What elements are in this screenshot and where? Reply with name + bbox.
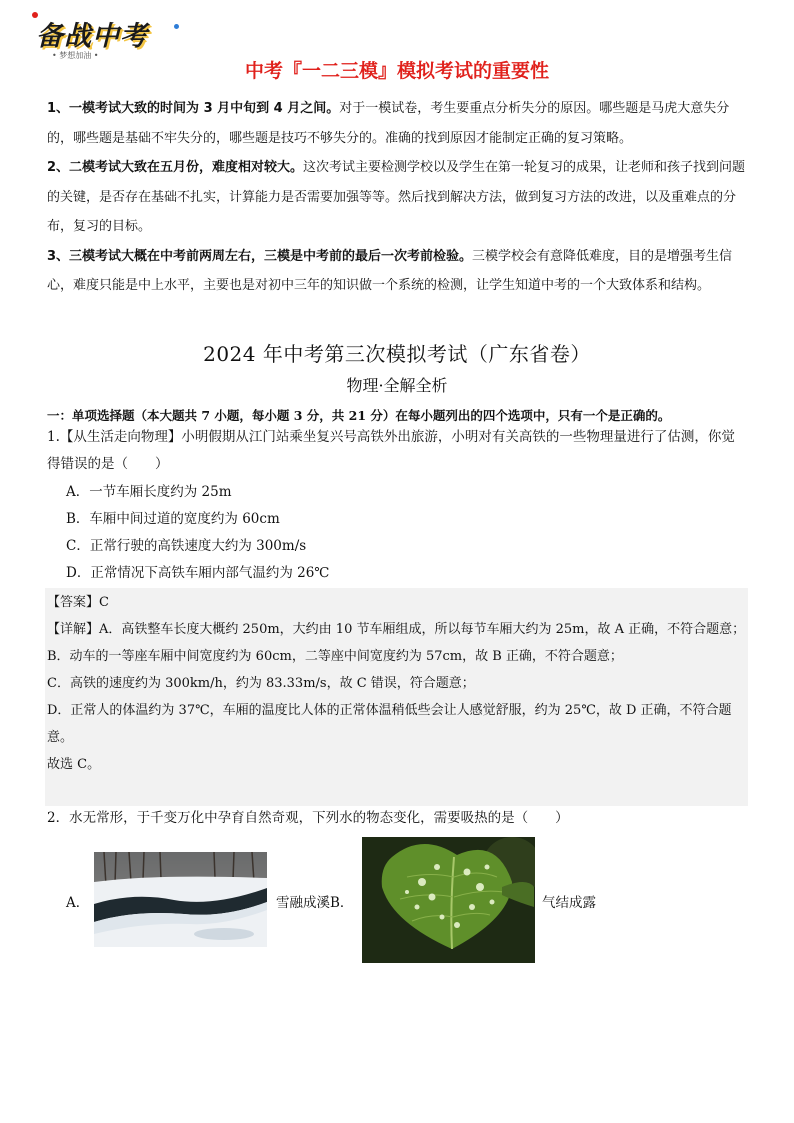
option-a-text: 雪融成溪	[276, 895, 330, 911]
explanation-line: 故选 C。	[47, 757, 101, 772]
intro-text-3: 三模学校会有意降低难度，目的是增强考生信心，难度只能是中上水平，主要也是对初中三年的知识做一个系统的检测，让学生知道中考的一个大致体系和结构。	[47, 248, 733, 293]
intro-bold-3: 3、三模考试大概在中考前两周左右，三模是中考前的最后一次考前检验。	[47, 248, 473, 264]
explanation-line: B．动车的一等座车厢中间宽度约为 60cm，二等座中间宽度约为 57cm，故 B 正确，不符合题意；	[47, 649, 623, 664]
option-a-letter: A．	[66, 895, 90, 911]
answer-section	[47, 589, 749, 778]
intro-bold-2: 2、二模考试大致在五月份，难度相对较大。	[47, 160, 304, 175]
question-1-stem: 1.【从生活走向物理】小明假期从江门站乘坐复兴号高铁外出旅游，小明对有关高铁的一些物理量进行了估测，你觉得错误的是（ ）	[47, 429, 735, 472]
option-d: D．正常情况下高铁车厢内部气温约为 26℃	[66, 565, 330, 581]
section-heading: 一：单项选择题（本大题共 7 小题，每小题 3 分，共 21 分）在每小题列出的四个选项中，只有一个是正确的。	[47, 408, 671, 423]
intro-paragraph-1	[47, 94, 747, 153]
option-a-caption	[276, 891, 353, 911]
option-b-caption: 气结成露	[542, 895, 596, 911]
exam-subtitle: 物理·全解全析	[346, 376, 448, 395]
logo-text: 备战中考	[36, 21, 148, 52]
question-1	[47, 424, 747, 478]
intro-section	[47, 94, 747, 301]
intro-paragraph-3	[47, 242, 747, 301]
explanation-line: 【详解】A．高铁整车长度大概约 250m，大约由 10 节车厢组成，所以每节车厢大约为 25m，故 A 正确，不符合题意；	[47, 622, 746, 637]
question-2-stem: 2．水无常形，于千变万化中孕育自然奇观，下列水的物态变化，需要吸热的是（ ）	[47, 810, 569, 826]
explanation-line: C．高铁的速度约为 300km/h，约为 83.33m/s，故 C 错误，符合题意；	[47, 676, 475, 691]
explanation-line: D．正常人的体温约为 37℃，车厢的温度比人体的正常体温稍低些会让人感觉舒服，约为 25℃，故 D 正确，不符合题意。	[47, 703, 732, 745]
dew-leaf-image	[362, 837, 535, 963]
option-b-letter: B．	[330, 895, 354, 911]
option-a: A．一节车厢长度约为 25m	[66, 484, 232, 500]
option-c: C．正常行驶的高铁速度大约为 300m/s	[66, 538, 307, 554]
intro-text-2: 这次考试主要检测学校以及学生在第一轮复习的成果，让老师和孩子找到问题的关键，是否存在基础不扎实，计算能力是否需要加强等等。然后找到解决方法，做到复习方法的改进，以及重难点的分布，复习的目标。	[47, 160, 746, 234]
option-b: B．车厢中间过道的宽度约为 60cm	[66, 511, 280, 527]
exam-title: 2024 年中考第三次模拟考试（广东省卷）	[203, 342, 591, 366]
snow-stream-image	[94, 852, 267, 947]
intro-text-1: 对于一模试卷，考生要重点分析失分的原因。哪些题是马虎大意失分的，哪些题是基础不牢失分的，哪些题是技巧不够失分的。准确的找到原因才能制定正确的复习策略。	[47, 101, 730, 146]
intro-paragraph-2	[47, 153, 747, 242]
logo-tagline: • 梦想加油 •	[52, 51, 99, 60]
intro-bold-1: 1、一模考试大致的时间为 3 月中旬到 4 月之间。	[47, 101, 340, 116]
banner-title: 中考『一二三模』模拟考试的重要性	[244, 60, 549, 82]
answer-label: 【答案】C	[47, 595, 109, 610]
